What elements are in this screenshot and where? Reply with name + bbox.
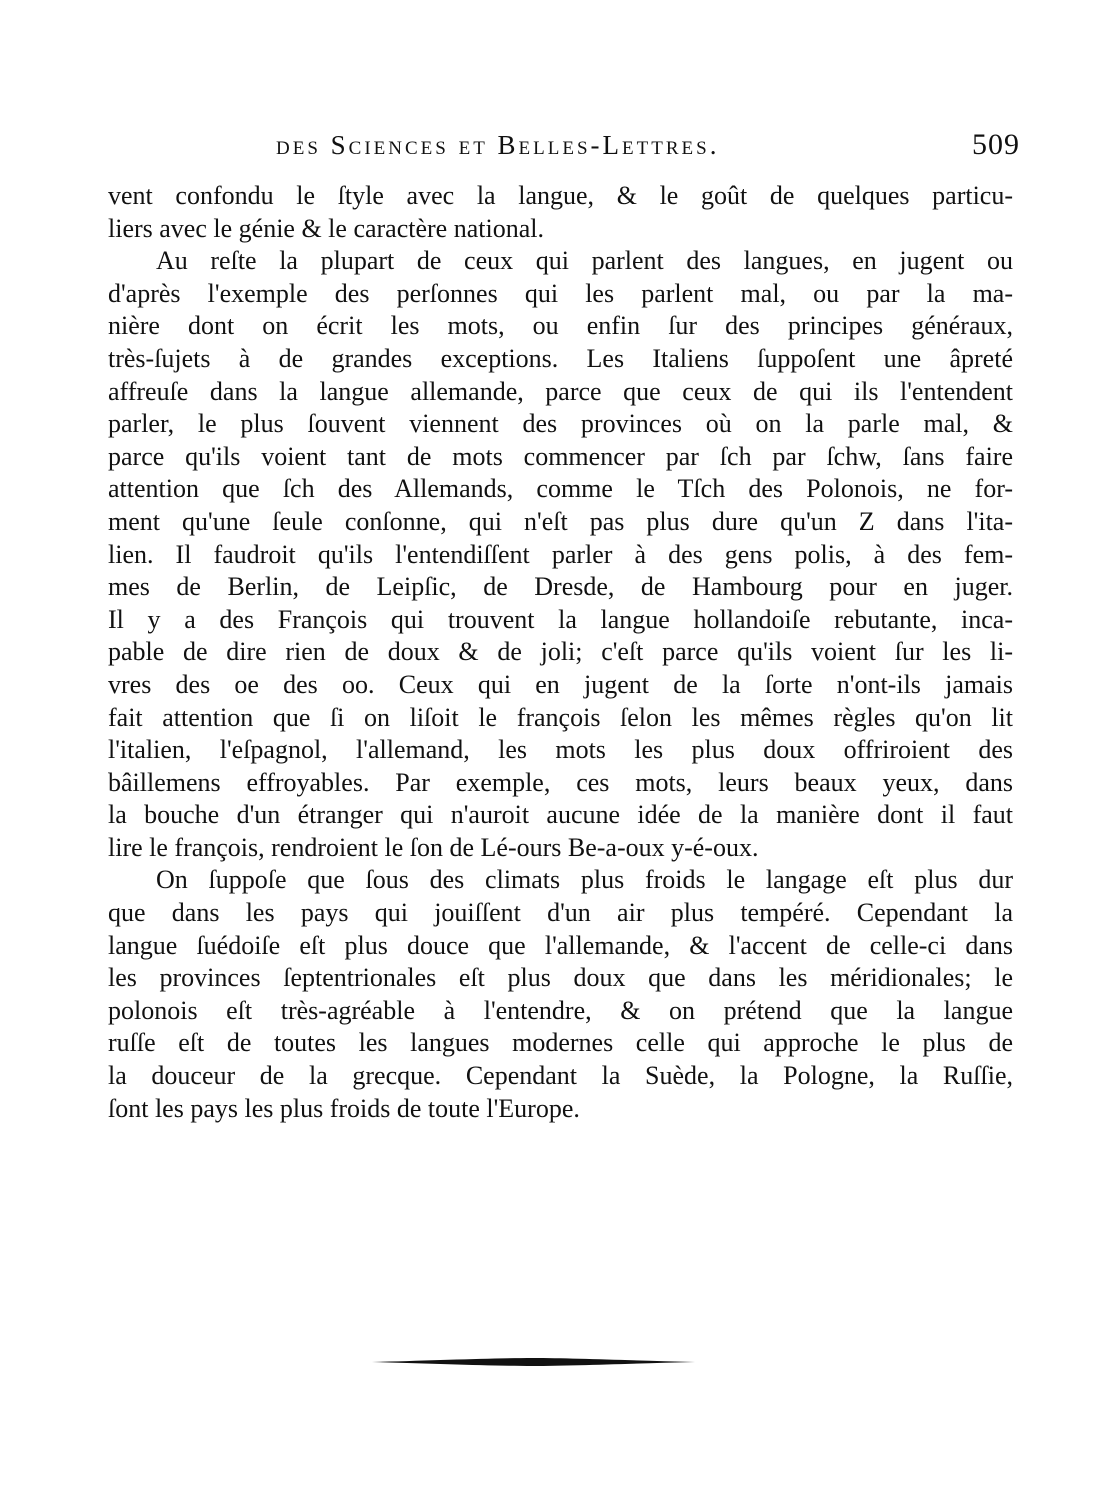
- text-line: la douceur de la grecque. Cependant la Suède, la Pologne, la Ruſſie,: [108, 1061, 1013, 1091]
- text-line: lien. Il faudroit qu'ils l'entendiſſent parler à des gens polis, à des fem-: [108, 539, 1013, 569]
- text-line: lire le françois, rendroient le ſon de Lé-ours Be-a-oux y-é-oux.: [108, 832, 759, 862]
- text-line: ment qu'une ſeule conſonne, qui n'eſt pas plus dure qu'un Z dans l'ita-: [108, 506, 1013, 536]
- text-line: polonois eſt très-agréable à l'entendre, & on prétend que la langue: [108, 995, 1013, 1025]
- page-number: 509: [972, 128, 1020, 161]
- text-line: que dans les pays qui jouiſſent d'un air plus tempéré. Cependant la: [108, 898, 1013, 928]
- text-line: très-ſujets à de grandes exceptions. Les Italiens ſuppoſent une âpreté: [108, 343, 1013, 373]
- text-line: ruſſe eſt de toutes les langues modernes celle qui approche le plus de: [108, 1028, 1013, 1058]
- text-line: affreuſe dans la langue allemande, parce que ceux de qui ils l'entendent: [108, 376, 1013, 406]
- text-line: fait attention que ſi on liſoit le françois ſelon les mêmes règles qu'on lit: [108, 702, 1013, 732]
- text-line: pable de dire rien de doux & de joli; c'eſt parce qu'ils voient ſur les li-: [108, 637, 1013, 667]
- text-line: attention que ſch des Allemands, comme le Tſch des Polonois, ne for-: [108, 474, 1013, 504]
- text-line: vent confondu le ſtyle avec la langue, & le goût de quelques particu-: [108, 181, 1013, 210]
- body-text: [108, 180, 1013, 1125]
- text-line: liers avec le génie & le caractère national.: [108, 213, 544, 243]
- running-title: des Sciences et Belles-Lettres.: [276, 130, 720, 160]
- text-line: d'après l'exemple des perſonnes qui les parlent mal, ou par la ma-: [108, 278, 1013, 308]
- text-line: ſont les pays les plus froids de toute l'Europe.: [108, 1093, 580, 1123]
- text-line: nière dont on écrit les mots, ou enfin ſur des principes généraux,: [108, 311, 1013, 341]
- running-header: [100, 130, 1040, 170]
- text-line: la bouche d'un étranger qui n'auroit aucune idée de la manière dont il faut: [108, 800, 1013, 830]
- text-line: vres des oe des oo. Ceux qui en jugent de la ſorte n'ont-ils jamais: [108, 669, 1013, 699]
- text-line: les provinces ſeptentrionales eſt plus doux que dans les méridionales; le: [108, 963, 1013, 993]
- decorative-rule: [372, 1357, 695, 1367]
- text-line: parce qu'ils voient tant de mots commencer par ſch par ſchw, ſans faire: [108, 441, 1013, 471]
- text-line: bâillemens effroyables. Par exemple, ces mots, leurs beaux yeux, dans: [108, 767, 1013, 797]
- paragraph-start-line: On ſuppoſe que ſous des climats plus froids le langage eſt plus dur: [156, 865, 1013, 895]
- text-line: langue ſuédoiſe eſt plus douce que l'allemande, & l'accent de celle-ci dans: [108, 930, 1013, 960]
- text-line: mes de Berlin, de Leipſic, de Dresde, de Hambourg pour en juger.: [108, 572, 1013, 602]
- text-line: l'italien, l'eſpagnol, l'allemand, les mots les plus doux offriroient des: [108, 735, 1013, 765]
- text-line: Il y a des François qui trouvent la langue hollandoiſe rebutante, inca-: [108, 604, 1013, 634]
- text-line: parler, le plus ſouvent viennent des provinces où on la parle mal, &: [108, 409, 1013, 439]
- paragraph-start-line: Au reſte la plupart de ceux qui parlent des langues, en jugent ou: [156, 246, 1013, 276]
